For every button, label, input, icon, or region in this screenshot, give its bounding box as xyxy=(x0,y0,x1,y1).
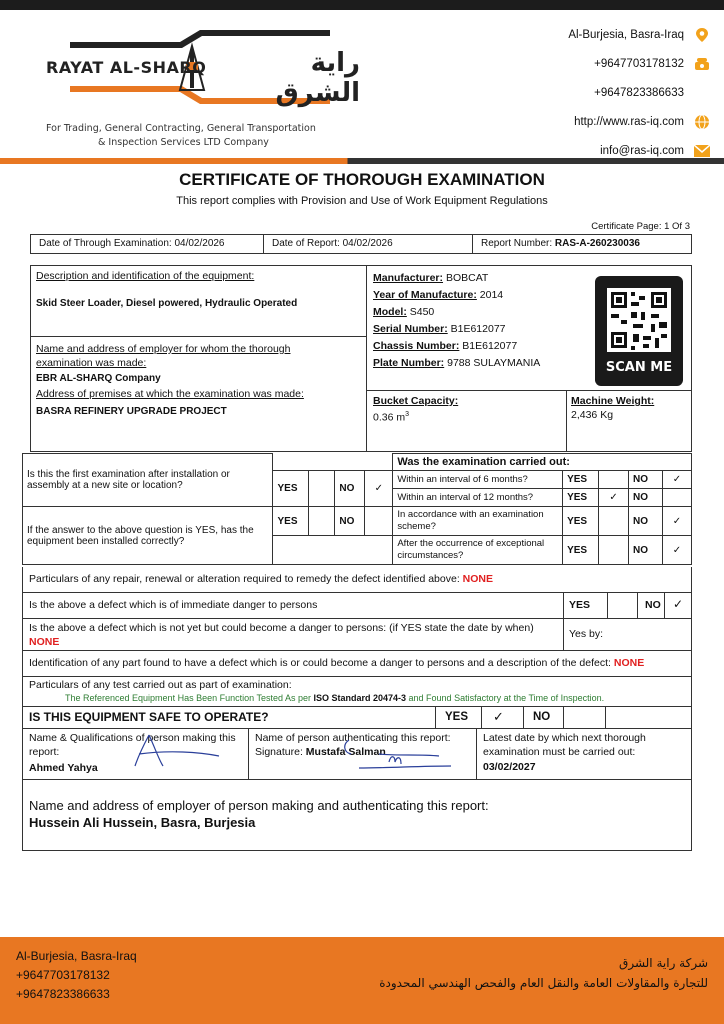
logo-name-en: RAYAT AL-SHARQ xyxy=(46,58,207,77)
interval-6-yes[interactable]: YES xyxy=(563,471,599,489)
immediate-danger-row: Is the above a defect which is of immediate danger to persons YES NO ✓ xyxy=(22,593,692,619)
first-exam-yes-box[interactable] xyxy=(309,471,335,507)
scheme-no[interactable]: NO xyxy=(629,507,663,536)
identification-value: NONE xyxy=(613,657,645,669)
contact-website[interactable]: http://www.ras-iq.com xyxy=(450,107,710,136)
machine-weight: Machine Weight: 2,436 Kg xyxy=(571,395,655,421)
contact-phone-1[interactable]: +9647703178132 xyxy=(450,49,710,78)
examination-table xyxy=(22,453,692,565)
particulars-section xyxy=(22,567,692,729)
authenticator-name: Mustafa Salman xyxy=(305,746,386,758)
next-exam: Latest date by which next thorough examination must be carried out: 03/02/2027 xyxy=(477,728,691,779)
carried-out-header: Was the examination carried out: xyxy=(393,454,692,471)
year-of-manufacture: Year of Manufacture: 2014 xyxy=(373,289,504,301)
contact-address: Al-Burjesia, Basra-Iraq xyxy=(450,20,710,49)
company-logo xyxy=(30,20,360,150)
immediate-no-check[interactable]: ✓ xyxy=(673,597,684,611)
footer-address: Al-Burjesia, Basra-Iraq xyxy=(16,949,137,963)
qr-code-icon xyxy=(607,288,671,352)
interval-6-no-check[interactable]: ✓ xyxy=(662,471,691,489)
employer-value: EBR AL-SHARQ Company xyxy=(36,373,161,384)
plate-number: Plate Number: 9788 SULAYMANIA xyxy=(373,357,541,369)
tests-row: Particulars of any test carried out as part of examination: The Referenced Equipment Has Been Function Tested As per ISO Standard 20474-3 and Found Satisfactory at the Time of Inspection. xyxy=(22,677,692,707)
immediate-yes[interactable]: YES xyxy=(569,599,591,611)
contact-email[interactable]: info@ras-iq.com xyxy=(450,136,710,165)
serial-number: Serial Number: B1E612077 xyxy=(373,323,506,335)
equipment-section xyxy=(30,265,692,452)
phone-icon xyxy=(694,56,710,72)
report-authenticator: Name of person authenticating this report: Signature: Mustafa Salman xyxy=(249,728,477,779)
interval-6-label: Within an interval of 6 months? xyxy=(393,471,563,489)
maker-signature xyxy=(119,730,229,770)
report-maker: Name & Qualifications of person making this report: Ahmed Yahya xyxy=(23,728,249,779)
interval-6-no[interactable]: NO xyxy=(629,471,663,489)
footer-phone-2[interactable]: +9647823386633 xyxy=(16,987,110,1001)
chassis-number: Chassis Number: B1E612077 xyxy=(373,340,518,352)
premises-label: Address of premises at which the examination was made: xyxy=(36,388,304,400)
exceptional-no-check[interactable]: ✓ xyxy=(662,536,691,565)
identification-row: Identification of any part found to have a defect which is or could become a danger to persons and a description of the defect: NONE xyxy=(22,651,692,677)
future-value: NONE xyxy=(29,636,60,648)
repair-value: NONE xyxy=(462,573,494,585)
footer xyxy=(0,937,724,1024)
footer-company-ar-1: شركة راية الشرق xyxy=(619,956,708,970)
exceptional-no[interactable]: NO xyxy=(629,536,663,565)
employer-label: Name and address of employer for whom the thorough examination was made: xyxy=(36,343,291,369)
model: Model: S450 xyxy=(373,306,435,318)
safe-yes[interactable]: YES xyxy=(445,711,469,723)
header-divider xyxy=(0,158,724,164)
desc-label: Description and identification of the equipment: xyxy=(36,270,255,282)
report-number: Report Number: RAS-A-260230036 xyxy=(481,238,640,249)
interval-12-yes-check[interactable]: ✓ xyxy=(599,489,629,507)
first-exam-question: Is this the first examination after installation or assembly at a new site or location? xyxy=(23,454,273,507)
top-bar xyxy=(0,0,724,10)
first-exam-yes[interactable]: YES xyxy=(273,471,309,507)
interval-12-no-box[interactable] xyxy=(662,489,691,507)
page-subtitle: This report complies with Provision and Use of Work Equipment Regulations xyxy=(176,195,548,207)
logo-name-ar: راية الشرق xyxy=(275,48,360,108)
exceptional-label: After the occurrence of exceptional circumstances? xyxy=(393,536,563,565)
scan-me-label: SCAN ME xyxy=(605,360,673,375)
yes-by-label: Yes by: xyxy=(569,628,604,640)
safe-no[interactable]: NO xyxy=(533,711,551,723)
report-employer-label: Name and address of employer of person making and authenticating this report: xyxy=(29,798,489,813)
installed-yes-box[interactable] xyxy=(309,507,335,536)
contact-block xyxy=(450,20,710,165)
logo-tagline-2: & Inspection Services LTD Company xyxy=(98,137,269,148)
exceptional-yes-box[interactable] xyxy=(599,536,629,565)
scheme-yes[interactable]: YES xyxy=(563,507,599,536)
equipment-specs xyxy=(373,270,540,372)
manufacturer: Manufacturer: BOBCAT xyxy=(373,272,489,284)
desc-value: Skid Steer Loader, Diesel powered, Hydraulic Operated xyxy=(36,298,298,309)
installed-no[interactable]: NO xyxy=(335,507,365,536)
certificate-page: Certificate Page: 1 Of 3 xyxy=(591,221,690,232)
report-employer-value: Hussein Ali Hussein, Basra, Burjesia xyxy=(29,815,256,830)
qr-code[interactable] xyxy=(595,276,683,386)
interval-12-no[interactable]: NO xyxy=(629,489,663,507)
safe-row xyxy=(22,707,692,729)
scheme-yes-box[interactable] xyxy=(599,507,629,536)
bucket-capacity: Bucket Capacity: 0.36 $m^3$ xyxy=(373,395,459,424)
location-pin-icon xyxy=(694,27,710,43)
logo-tagline-1: For Trading, General Contracting, General Transportation xyxy=(46,123,316,134)
first-exam-no[interactable]: NO xyxy=(335,471,365,507)
footer-company-ar-2: للتجارة والمقاولات العامة والنقل العام والفحص الهندسي المحدودة xyxy=(379,976,708,990)
next-exam-date: 03/02/2027 xyxy=(483,761,536,773)
installed-question: If the answer to the above question is YES, has the equipment been installed correctly? xyxy=(23,507,273,565)
report-employer xyxy=(22,780,692,851)
installed-no-box[interactable] xyxy=(365,507,393,536)
exam-date: Date of Through Examination: 04/02/2026 xyxy=(31,235,264,253)
safe-question: IS THIS EQUIPMENT SAFE TO OPERATE? xyxy=(29,710,269,724)
safe-yes-check[interactable]: ✓ xyxy=(493,709,504,724)
immediate-no[interactable]: NO xyxy=(645,599,661,611)
report-date: Date of Report: 04/02/2026 xyxy=(264,235,473,253)
premises-value: BASRA REFINERY UPGRADE PROJECT xyxy=(36,406,227,417)
installed-yes[interactable]: YES xyxy=(273,507,309,536)
mail-icon xyxy=(694,143,710,159)
contact-phone-2[interactable]: +9647823386633 xyxy=(594,86,684,99)
authenticator-signature xyxy=(339,732,459,776)
footer-phone-1[interactable]: +9647703178132 xyxy=(16,968,110,982)
repair-row: Particulars of any repair, renewal or alteration required to remedy the defect identified above: NONE xyxy=(22,567,692,593)
signature-section xyxy=(22,728,692,780)
interval-6-yes-box[interactable] xyxy=(599,471,629,489)
date-bar xyxy=(30,234,692,254)
first-exam-no-check[interactable]: ✓ xyxy=(365,471,393,507)
maker-name: Ahmed Yahya xyxy=(29,762,98,774)
scheme-no-check[interactable]: ✓ xyxy=(662,507,691,536)
interval-12-yes[interactable]: YES xyxy=(563,489,599,507)
exceptional-yes[interactable]: YES xyxy=(563,536,599,565)
interval-12-label: Within an interval of 12 months? xyxy=(393,489,563,507)
future-danger-row: Is the above a defect which is not yet but could become a danger to persons: (if YES state the date by when) NONE Yes by: xyxy=(22,619,692,651)
page-title: CERTIFICATE OF THOROUGH EXAMINATION xyxy=(179,170,545,189)
globe-icon xyxy=(694,114,710,130)
scheme-label: In accordance with an examination scheme? xyxy=(393,507,563,536)
